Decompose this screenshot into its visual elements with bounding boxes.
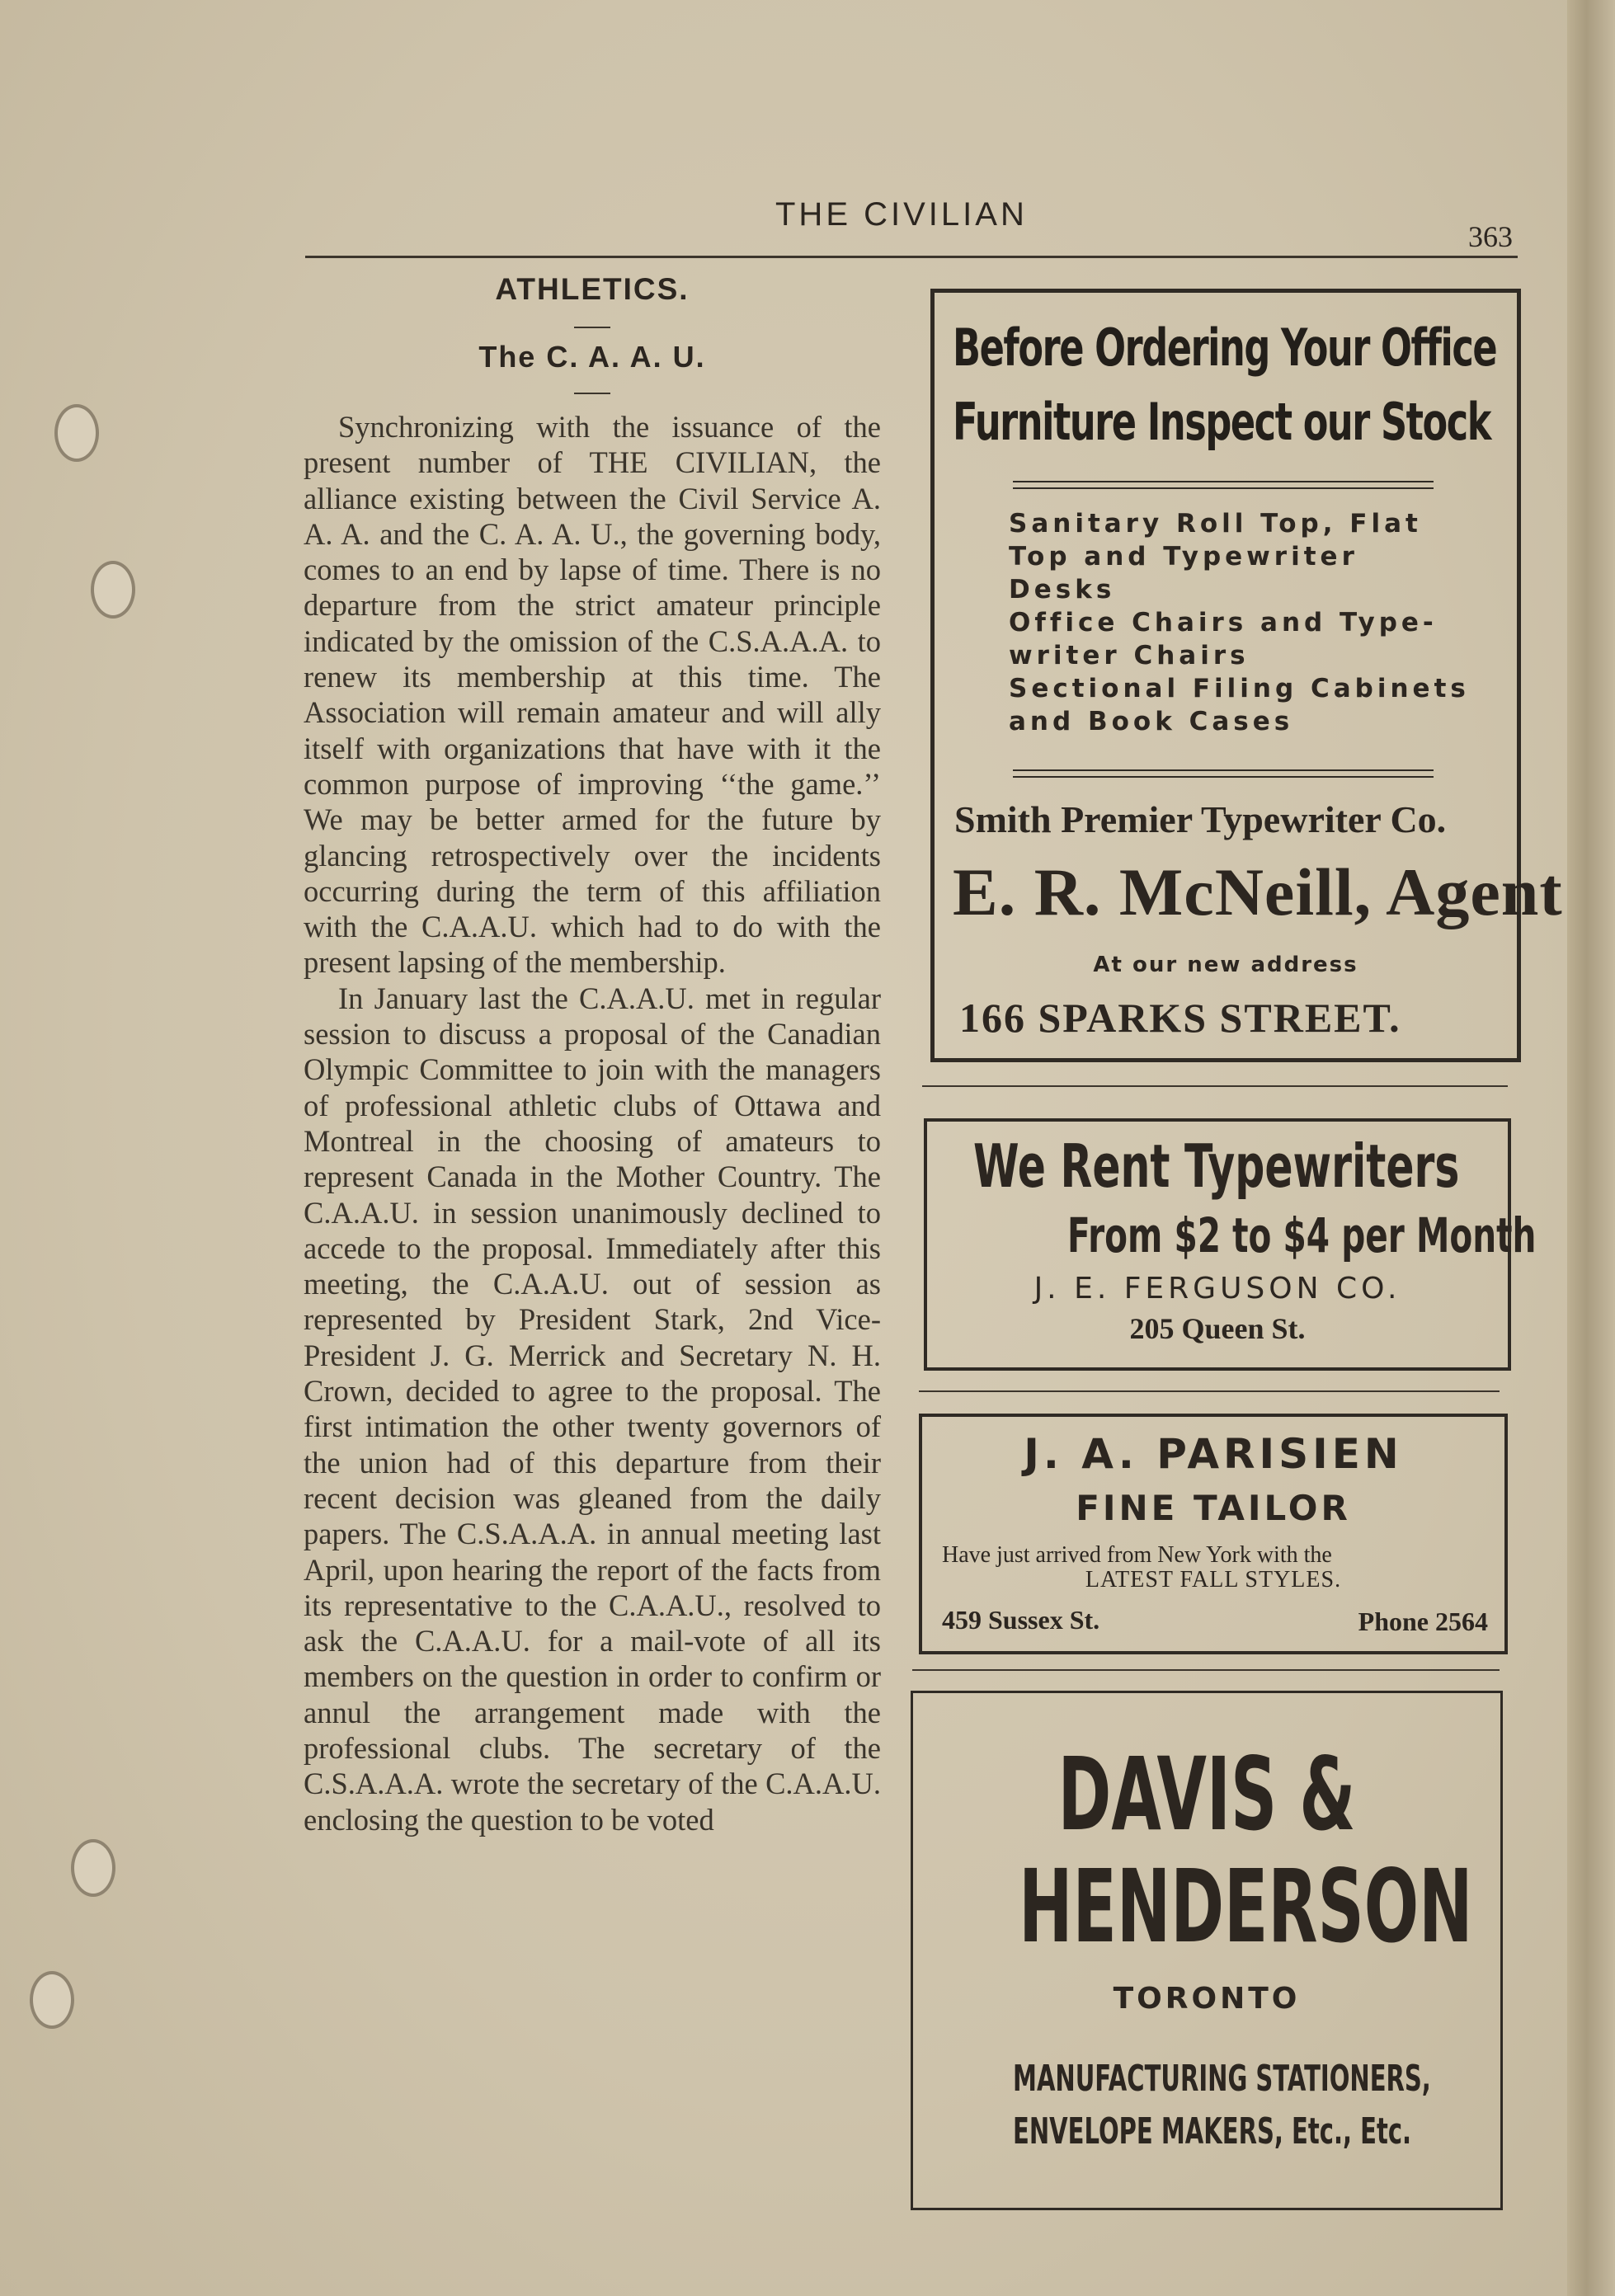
athletics-article (304, 272, 881, 1837)
ad-item: Top and Typewriter (1009, 542, 1358, 572)
subtitle-dash (574, 393, 610, 394)
binding-hole (91, 561, 135, 619)
binding-hole (54, 404, 99, 462)
article-subtitle: The C. A. A. U. (478, 340, 706, 374)
address-note: At our new address (1093, 953, 1358, 977)
ad-item: and Book Cases (1009, 707, 1294, 736)
ad-agent: E. R. McNeill, Agent (953, 854, 1563, 929)
article-paragraph: Synchronizing with the issuance of the present number of THE CIVILIAN, the alliance existing between the Civil Service A. A. A. and the C. A. A. U., the governing body, comes to an end by lapse of time. There is no departure from the strict amateur principle indicated by the omission of the C.S.A.A.A. to renew its membership at this time. The Association will remain amateur and will ally itself with organizations that have with it the common purpose of improving ‘‘the game.’’ We may be better armed for the future by glancing retrospectively over the incidents occurring during the term of this affiliation with the C.A.A.U. which had to do with the present lapsing of the membership. (304, 410, 881, 980)
ad-item: Office Chairs and Type- (1009, 608, 1438, 638)
ad-address: 459 Sussex St. (942, 1605, 1100, 1635)
ad-phone: Phone 2564 (1358, 1607, 1488, 1636)
ad-separator (922, 1085, 1508, 1087)
ad-headline: Furniture Inspect our Stock (953, 392, 1491, 452)
title-dash (574, 327, 610, 328)
ad-price: From $2 to $4 per Month (1067, 1207, 1537, 1263)
ad-item: writer Chairs (1009, 641, 1250, 670)
double-rule (1013, 769, 1434, 778)
binding-hole (71, 1839, 115, 1897)
binding-spine (1567, 0, 1615, 2296)
page-header (305, 196, 1518, 254)
ad-brand: Smith Premier Typewriter Co. (954, 798, 1447, 840)
ad-street: 205 Queen St. (1129, 1312, 1306, 1345)
binding-hole (30, 1971, 74, 2029)
section-title: ATHLETICS. (495, 272, 690, 306)
tailor-trade: FINE TAILOR (1076, 1488, 1351, 1528)
typewriter-rental-ad (924, 1118, 1537, 1371)
page-number: 363 (1468, 220, 1513, 253)
tailor-ad (919, 1414, 1508, 1654)
ad-headline: We Rent Typewriters (973, 1132, 1460, 1201)
ad-text: ENVELOPE MAKERS, Etc., Etc. (1013, 2110, 1412, 2152)
stationers-ad (911, 1691, 1503, 2210)
header-rule (305, 256, 1518, 258)
ad-item: Sanitary Roll Top, Flat (1009, 509, 1422, 539)
tailor-name: J. A. PARISIEN (1024, 1430, 1403, 1478)
ad-item: Sectional Filing Cabinets (1009, 674, 1470, 703)
ad-street: 166 SPARKS STREET. (959, 995, 1401, 1041)
article-paragraph: In January last the C.A.A.U. met in regular session to discuss a proposal of the Canadian Olympic Committee to join with the managers of professional athletic clubs of Ottawa and Montreal in the choosing of amateurs to represent Canada in the Mother Country. The C.A.A.U. in session unanimously declined to accede to the proposal. Immediately after this meeting, the C.A.A.U. out of session as represented by President Stark, 2nd Vice-President J. G. Merrick and Secretary N. H. Crown, decided to agree to the proposal. The first intimation the other twenty governors of the union had of this departure from their recent decision was gleaned from the daily papers. The C.S.A.A.A. in annual meeting last April, upon hearing the report of the facts from its representative to the C.A.A.U., resolved to ask the C.A.A.U. for a mail-vote of all its members on the question in order to confirm or annul the arrangement made with the professional clubs. The secretary of the C.S.A.A.A. wrote the secretary of the C.A.A.U. enclosing the question to be voted (304, 981, 881, 1837)
ad-text: Have just arrived from New York with the (942, 1542, 1332, 1568)
ad-text: LATEST FALL STYLES. (1085, 1567, 1342, 1593)
ad-company: J. E. FERGUSON CO. (1034, 1272, 1401, 1306)
furniture-ad (930, 289, 1563, 1062)
stationers-name: DAVIS & (1057, 1736, 1356, 1853)
running-title: THE CIVILIAN (775, 196, 1028, 233)
ad-headline: Before Ordering Your Office (953, 318, 1497, 378)
ad-separator (919, 1390, 1500, 1392)
ad-item: Desks (1009, 575, 1116, 605)
ad-text: MANUFACTURING STATIONERS, (1013, 2058, 1431, 2100)
stationers-city: TORONTO (1113, 1982, 1301, 2016)
ad-separator (912, 1669, 1500, 1671)
stationers-name: HENDERSON (1019, 1848, 1473, 1965)
double-rule (1013, 481, 1434, 489)
